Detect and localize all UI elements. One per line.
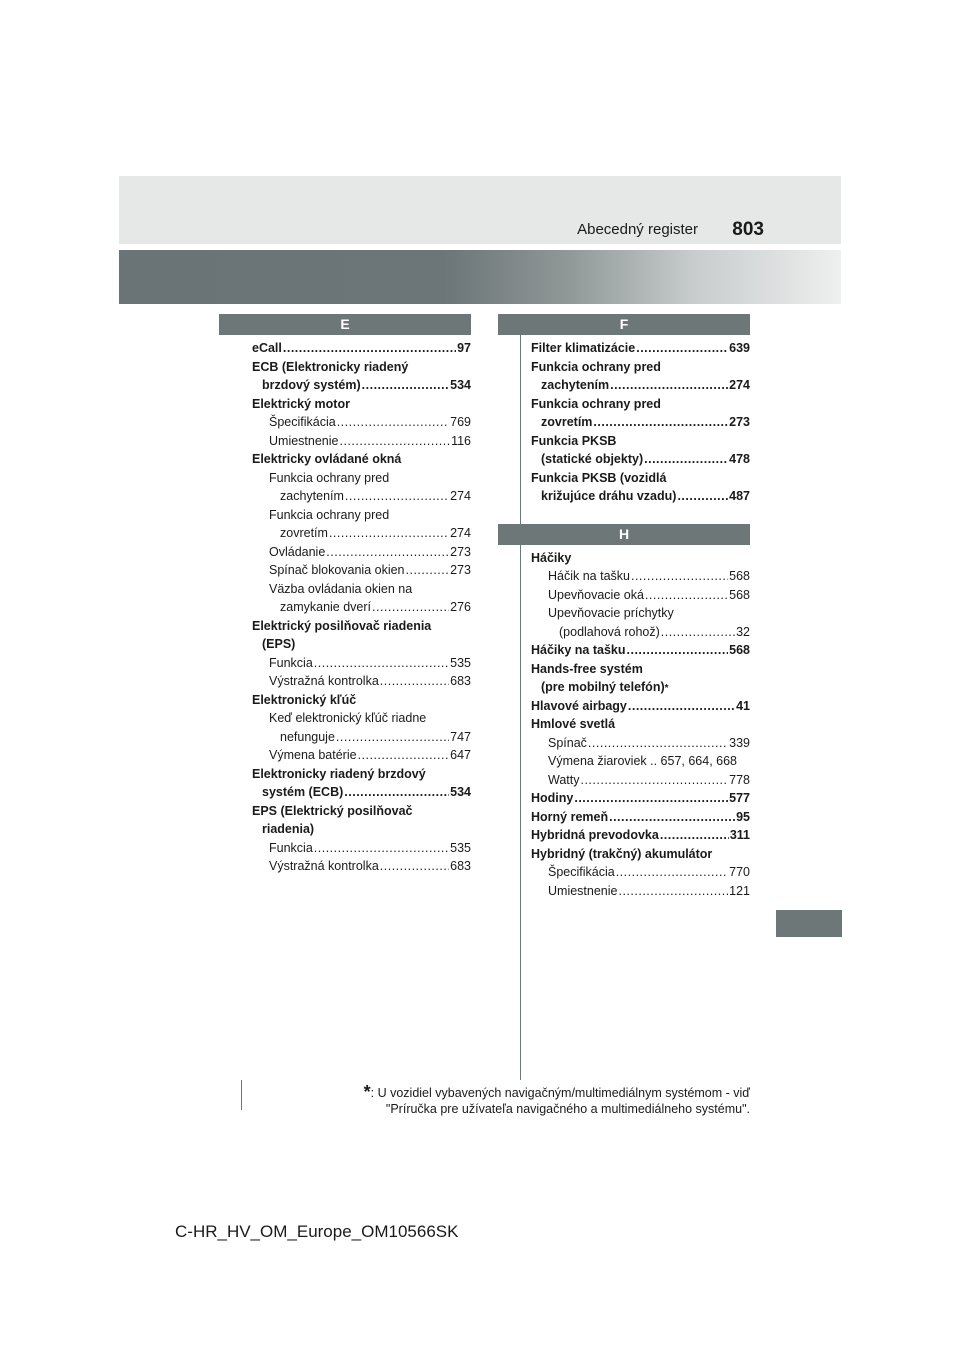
index-entry-term: Hybridný (trakčný) akumulátor <box>531 846 713 861</box>
index-entry-page: 478 <box>729 452 750 466</box>
index-entry: (pre mobilný telefón) * <box>531 678 750 697</box>
dot-leader <box>326 543 449 562</box>
dot-leader <box>609 808 735 827</box>
index-entry <box>531 358 750 377</box>
index-entry <box>252 857 471 876</box>
index-entry <box>252 432 471 451</box>
index-entry-term: Upevňovacie oká <box>548 587 644 602</box>
index-entry-term: Výstražná kontrolka <box>269 859 379 873</box>
index-entry <box>531 660 750 679</box>
index-entry-term: Háčiky <box>531 550 572 565</box>
index-entry <box>252 728 471 747</box>
document-id: C-HR_HV_OM_Europe_OM10566SK <box>175 1222 459 1241</box>
dot-leader <box>406 561 450 580</box>
footnote-star: * <box>363 1082 371 1102</box>
index-entry-term: Funkcia ochrany pred <box>269 507 390 522</box>
index-entry-term: (pre mobilný telefón) <box>541 680 665 694</box>
index-entry <box>252 339 471 358</box>
index-entry-page: 683 <box>450 674 471 688</box>
index-entry-page: 273 <box>450 563 471 577</box>
index-entry-term: Výmena batérie <box>269 748 357 762</box>
index-entry-page: 32 <box>736 624 750 639</box>
dot-leader <box>636 339 728 358</box>
index-entry <box>252 820 471 839</box>
dot-leader <box>345 487 449 506</box>
index-entry <box>252 654 471 673</box>
index-entry <box>531 487 750 506</box>
index-entry <box>252 746 471 765</box>
index-entry-term: Funkcia <box>269 840 313 855</box>
header-gradient-bar <box>119 250 841 304</box>
index-entry-page: 97 <box>457 341 471 355</box>
index-entry-term: Špecifikácia <box>548 865 615 879</box>
dot-leader <box>329 524 449 543</box>
index-entry-term: Funkcia PKSB (vozidlá <box>531 470 667 485</box>
index-entry-term: zovretím <box>541 415 593 429</box>
index-entry-term: Funkcia <box>269 655 313 670</box>
left-margin-rule <box>241 1080 242 1110</box>
index-entry-page: 311 <box>729 828 750 842</box>
index-entry-page: 41 <box>736 698 750 713</box>
index-entry <box>531 567 750 586</box>
dot-leader <box>628 697 735 716</box>
index-entry-page: 770 <box>729 865 750 879</box>
index-entry <box>252 783 471 802</box>
index-entry-term: (EPS) <box>262 637 296 651</box>
index-entry-page: 95 <box>736 809 750 824</box>
index-entry <box>252 395 471 414</box>
index-entry <box>252 413 471 432</box>
index-entry-term: Funkcia ochrany pred <box>531 396 661 411</box>
letter-heading-e: E <box>219 314 471 335</box>
index-entry-term: Watty <box>548 772 580 787</box>
index-entry-page: 568 <box>729 643 750 657</box>
index-entry-page: 273 <box>729 415 750 429</box>
index-entry-term: Funkcia ochrany pred <box>531 359 661 374</box>
index-entry <box>531 623 750 642</box>
index-entry-term: nefunguje <box>280 729 335 744</box>
index-entry-page: 116 <box>451 433 471 448</box>
index-entry-term: (statické objekty) <box>541 452 644 466</box>
index-entry <box>531 376 750 395</box>
index-entry <box>252 691 471 710</box>
index-entry-term: Špecifikácia <box>269 415 336 429</box>
index-entry-term: zachytením <box>280 489 344 503</box>
index-entry-page: 747 <box>450 729 471 744</box>
index-entry-term: EPS (Elektrický posilňovač <box>252 803 413 818</box>
index-entry <box>531 826 750 845</box>
dot-leader <box>380 857 449 876</box>
dot-leader <box>661 623 735 642</box>
index-entry-term: Funkcia ochrany pred <box>269 470 390 485</box>
dot-leader <box>336 728 449 747</box>
footnote-line-2: "Príručka pre užívateľa navigačného a multimediálneho systému". <box>385 1102 750 1116</box>
dot-leader <box>631 567 728 586</box>
dot-leader <box>362 376 449 395</box>
dot-leader <box>677 487 728 506</box>
dot-leader <box>580 771 728 790</box>
dot-leader <box>337 413 449 432</box>
dot-leader <box>618 882 728 901</box>
index-entry <box>531 808 750 827</box>
index-entry-term: riadenia) <box>262 822 315 836</box>
index-entry-term: Väzba ovládania okien na <box>269 581 413 596</box>
index-entry <box>531 604 750 623</box>
dot-leader <box>660 826 729 845</box>
index-entry <box>252 709 471 728</box>
index-entry-term: eCall <box>252 341 282 355</box>
dot-leader <box>314 654 449 673</box>
index-entry-term: Háčiky na tašku <box>531 643 626 657</box>
index-entry <box>531 882 750 901</box>
index-entry <box>531 586 750 605</box>
page-number: 803 <box>732 219 764 240</box>
index-entry-page: 274 <box>450 489 471 503</box>
index-entry <box>531 339 750 358</box>
letter-heading-h: H <box>498 524 750 545</box>
dot-leader <box>372 598 449 617</box>
index-column-left <box>219 314 471 876</box>
index-entry-term: Horný remeň <box>531 809 609 824</box>
index-entry-term: Háčik na tašku <box>548 569 630 583</box>
index-entry <box>252 358 471 377</box>
index-entry <box>252 635 471 654</box>
index-entry-page: 534 <box>450 378 471 392</box>
index-entry-term: Umiestnenie <box>269 433 339 448</box>
index-entry-page: 274 <box>450 526 471 540</box>
dot-leader <box>339 432 450 451</box>
index-entry-term: Hybridná prevodovka <box>531 828 659 842</box>
index-entry-page: 273 <box>450 544 471 559</box>
index-entry-term: Elektrický posilňovač riadenia <box>252 618 432 633</box>
dot-leader <box>283 339 456 358</box>
footnote <box>250 1082 750 1117</box>
index-entry-page: 487 <box>729 489 750 503</box>
index-column-right <box>498 314 750 900</box>
index-entry-page: 683 <box>450 859 471 873</box>
index-entry-term: Hmlové svetlá <box>531 717 616 731</box>
index-entry <box>531 715 750 734</box>
index-entry-term: Výstražná kontrolka <box>269 674 379 688</box>
footnote-line-1: *: U vozidiel vybavených navigačným/multimediálnym systémom - viď <box>363 1082 750 1102</box>
index-entry-term: Filter klimatizácie <box>531 341 636 355</box>
letter-heading-f: F <box>498 314 750 335</box>
index-entry-term: Hlavové airbagy <box>531 698 627 713</box>
index-entry <box>531 641 750 660</box>
index-entry-page: 778 <box>729 772 750 787</box>
dot-leader <box>380 672 449 691</box>
index-entry <box>531 432 750 451</box>
index-entry <box>252 376 471 395</box>
index-entry-page: 535 <box>450 840 471 855</box>
index-entry-page: 769 <box>450 415 471 429</box>
dot-leader <box>358 746 450 765</box>
index-entry <box>531 734 750 753</box>
index-entry-term: Upevňovacie príchytky <box>548 606 674 620</box>
index-entry-page: 647 <box>450 748 471 762</box>
index-entry <box>531 413 750 432</box>
index-entry-page: 274 <box>729 378 750 392</box>
index-entry-page: 121 <box>729 883 750 898</box>
dot-leader <box>574 789 728 808</box>
index-entry-term: Hands-free systém <box>531 661 643 676</box>
index-entry-term: Elektrický motor <box>252 396 350 411</box>
index-entry-page: 577 <box>729 791 750 805</box>
index-entry-term: Spínač blokovania okien <box>269 563 405 577</box>
dot-leader <box>610 376 728 395</box>
index-entry-term: Výmena žiaroviek .. 657, 664, 668 <box>548 754 738 768</box>
index-entry-page: 639 <box>729 341 750 355</box>
index-entry-term: križujúce dráhu vzadu) <box>541 489 677 503</box>
index-entry <box>252 765 471 784</box>
index-entry-term: Elektronický kľúč <box>252 692 357 707</box>
index-entry <box>252 580 471 599</box>
index-entry <box>531 771 750 790</box>
index-entry <box>252 561 471 580</box>
index-entry <box>252 506 471 525</box>
index-entry-page: 535 <box>450 655 471 670</box>
index-entry <box>531 450 750 469</box>
index-entry <box>531 789 750 808</box>
index-entry-term: (podlahová rohož) <box>559 624 660 639</box>
index-entry-term: Ovládanie <box>269 544 326 559</box>
index-entry <box>252 802 471 821</box>
index-entry <box>252 617 471 636</box>
index-entry <box>531 845 750 864</box>
dot-leader <box>616 863 728 882</box>
index-entry-term: zachytením <box>541 378 610 392</box>
index-entry-page: 568 <box>729 569 750 583</box>
index-entry <box>252 598 471 617</box>
index-entry <box>252 672 471 691</box>
index-entry-term: Hodiny <box>531 791 574 805</box>
index-entry <box>531 863 750 882</box>
chapter-tab <box>776 910 842 937</box>
index-list-f <box>498 339 750 506</box>
index-entry-term: systém (ECB) <box>262 785 344 799</box>
dot-leader <box>344 783 449 802</box>
index-entry <box>531 752 750 771</box>
dot-leader <box>588 734 728 753</box>
index-entry <box>252 469 471 488</box>
index-entry-term: Funkcia PKSB <box>531 433 617 448</box>
index-entry <box>531 395 750 414</box>
dot-leader <box>593 413 728 432</box>
index-entry-term: zovretím <box>280 526 328 540</box>
index-entry-term: Keď elektronický kľúč riadne <box>269 711 427 725</box>
index-entry-term: ECB (Elektronicky riadený <box>252 359 409 374</box>
dot-leader <box>645 586 728 605</box>
index-entry <box>531 697 750 716</box>
index-entry-term: Umiestnenie <box>548 883 618 898</box>
index-entry-page: 534 <box>450 785 471 799</box>
index-entry <box>252 487 471 506</box>
index-entry-term: Elektricky ovládané okná <box>252 452 402 466</box>
index-list-h <box>498 549 750 901</box>
index-entry-term: brzdový systém) <box>262 378 361 392</box>
index-entry-term: zamykanie dverí <box>280 600 372 614</box>
index-entry-page: 568 <box>729 587 750 602</box>
index-entry <box>531 549 750 568</box>
index-entry-page: 276 <box>450 600 471 614</box>
section-title: Abecedný register <box>577 221 698 238</box>
index-entry-term: Spínač <box>548 735 587 750</box>
dot-leader <box>644 450 728 469</box>
dot-leader <box>627 641 729 660</box>
dot-leader <box>314 839 449 858</box>
index-entry-page: 339 <box>729 735 750 750</box>
index-entry <box>252 524 471 543</box>
index-list-e <box>219 339 471 876</box>
index-entry <box>252 543 471 562</box>
index-entry <box>531 469 750 488</box>
index-entry <box>252 450 471 469</box>
index-entry <box>252 839 471 858</box>
index-entry-term: Elektronicky riadený brzdový <box>252 766 426 781</box>
